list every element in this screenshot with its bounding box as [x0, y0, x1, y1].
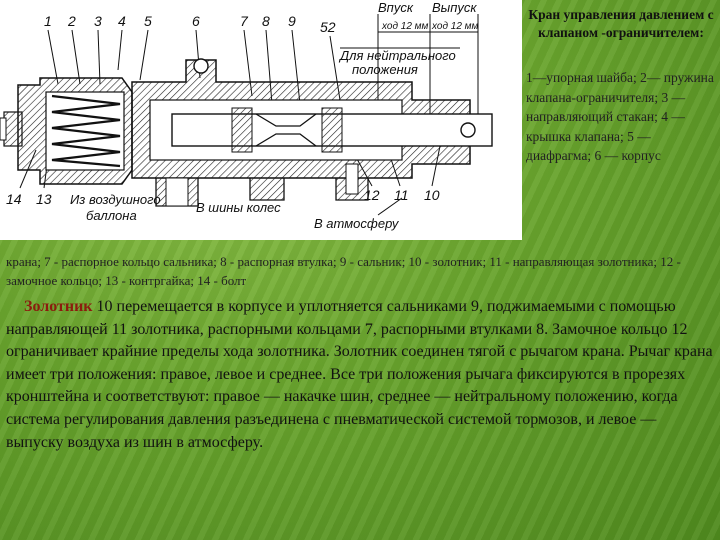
label-to-tires: В шины колес: [196, 200, 281, 215]
valve-diagram: [0, 0, 522, 240]
callout-8: 8: [262, 13, 270, 29]
callout-1: 1: [44, 13, 52, 29]
label-neutral-2: положения: [352, 62, 418, 77]
label-from-balloon-1: Из воздушного: [70, 192, 161, 207]
label-stroke-right: ход 12 мм: [432, 21, 479, 32]
callout-4: 4: [118, 13, 126, 29]
label-from-balloon-2: баллона: [86, 208, 137, 223]
label-neutral-1: Для нейтрального: [340, 48, 456, 63]
callout-13: 13: [36, 191, 52, 207]
body-paragraph: [6, 296, 714, 454]
callout-7: 7: [240, 13, 248, 29]
callout-2: 2: [68, 13, 76, 29]
callout-12: 12: [364, 187, 380, 203]
label-stroke-left: ход 12 мм: [382, 21, 429, 32]
label-to-atmosphere: В атмосферу: [314, 216, 399, 231]
body-text: 10 перемещается в корпусе и уплотняется сальниками 9, поджимаемыми с помощью направляющей 11 золотника, распорными кольцами 7, распорными втулками 8. Замочное кольцо 12 ограничивает крайние пределы хода золотника. Золотник соединен тягой с рычагом крана. Рычаг крана имеет три положения: правое, левое и среднее. Все три положения рычага фиксируются в прорезях кронштейна и соответствуют: правое — накачке шин, среднее — нейтральному положению, когда система регулирования давления разъединена с пневматической системой тормозов, и левое — выпуску воздуха из шин в атмосферу.: [6, 298, 713, 451]
caption-title: Кран управления давлением с клапаном -ограничителем:: [528, 7, 714, 40]
caption-list: 1—упорная шайба; 2— пружина клапана-ограничителя; 3 — направляющий стакан; 4 — крышка клапана; 5 — диафрагма; 6 — корпус: [526, 70, 714, 163]
label-outlet: Выпуск: [432, 0, 477, 15]
callout-3: 3: [94, 13, 102, 29]
label-inlet: Впуск: [378, 0, 413, 15]
callout-10: 10: [424, 187, 440, 203]
caption-list-continued: крана; 7 - распорное кольцо сальника; 8 - распорная втулка; 9 - сальник; 10 - золотник; 11 - направляющая золотника; 12 - замочное кольцо; 13 - контргайка; 14 - болт: [6, 254, 681, 288]
callout-6: 6: [192, 13, 200, 29]
callout-11: 11: [394, 187, 409, 203]
callout-9: 9: [288, 13, 296, 29]
body-term: Золотник: [24, 298, 93, 315]
valve-body: [132, 59, 492, 206]
callout-52: 52: [320, 19, 336, 35]
valve-cap: [0, 78, 132, 184]
callout-5: 5: [144, 13, 152, 29]
callout-14: 14: [6, 191, 22, 207]
valve-drawing: [0, 0, 522, 240]
